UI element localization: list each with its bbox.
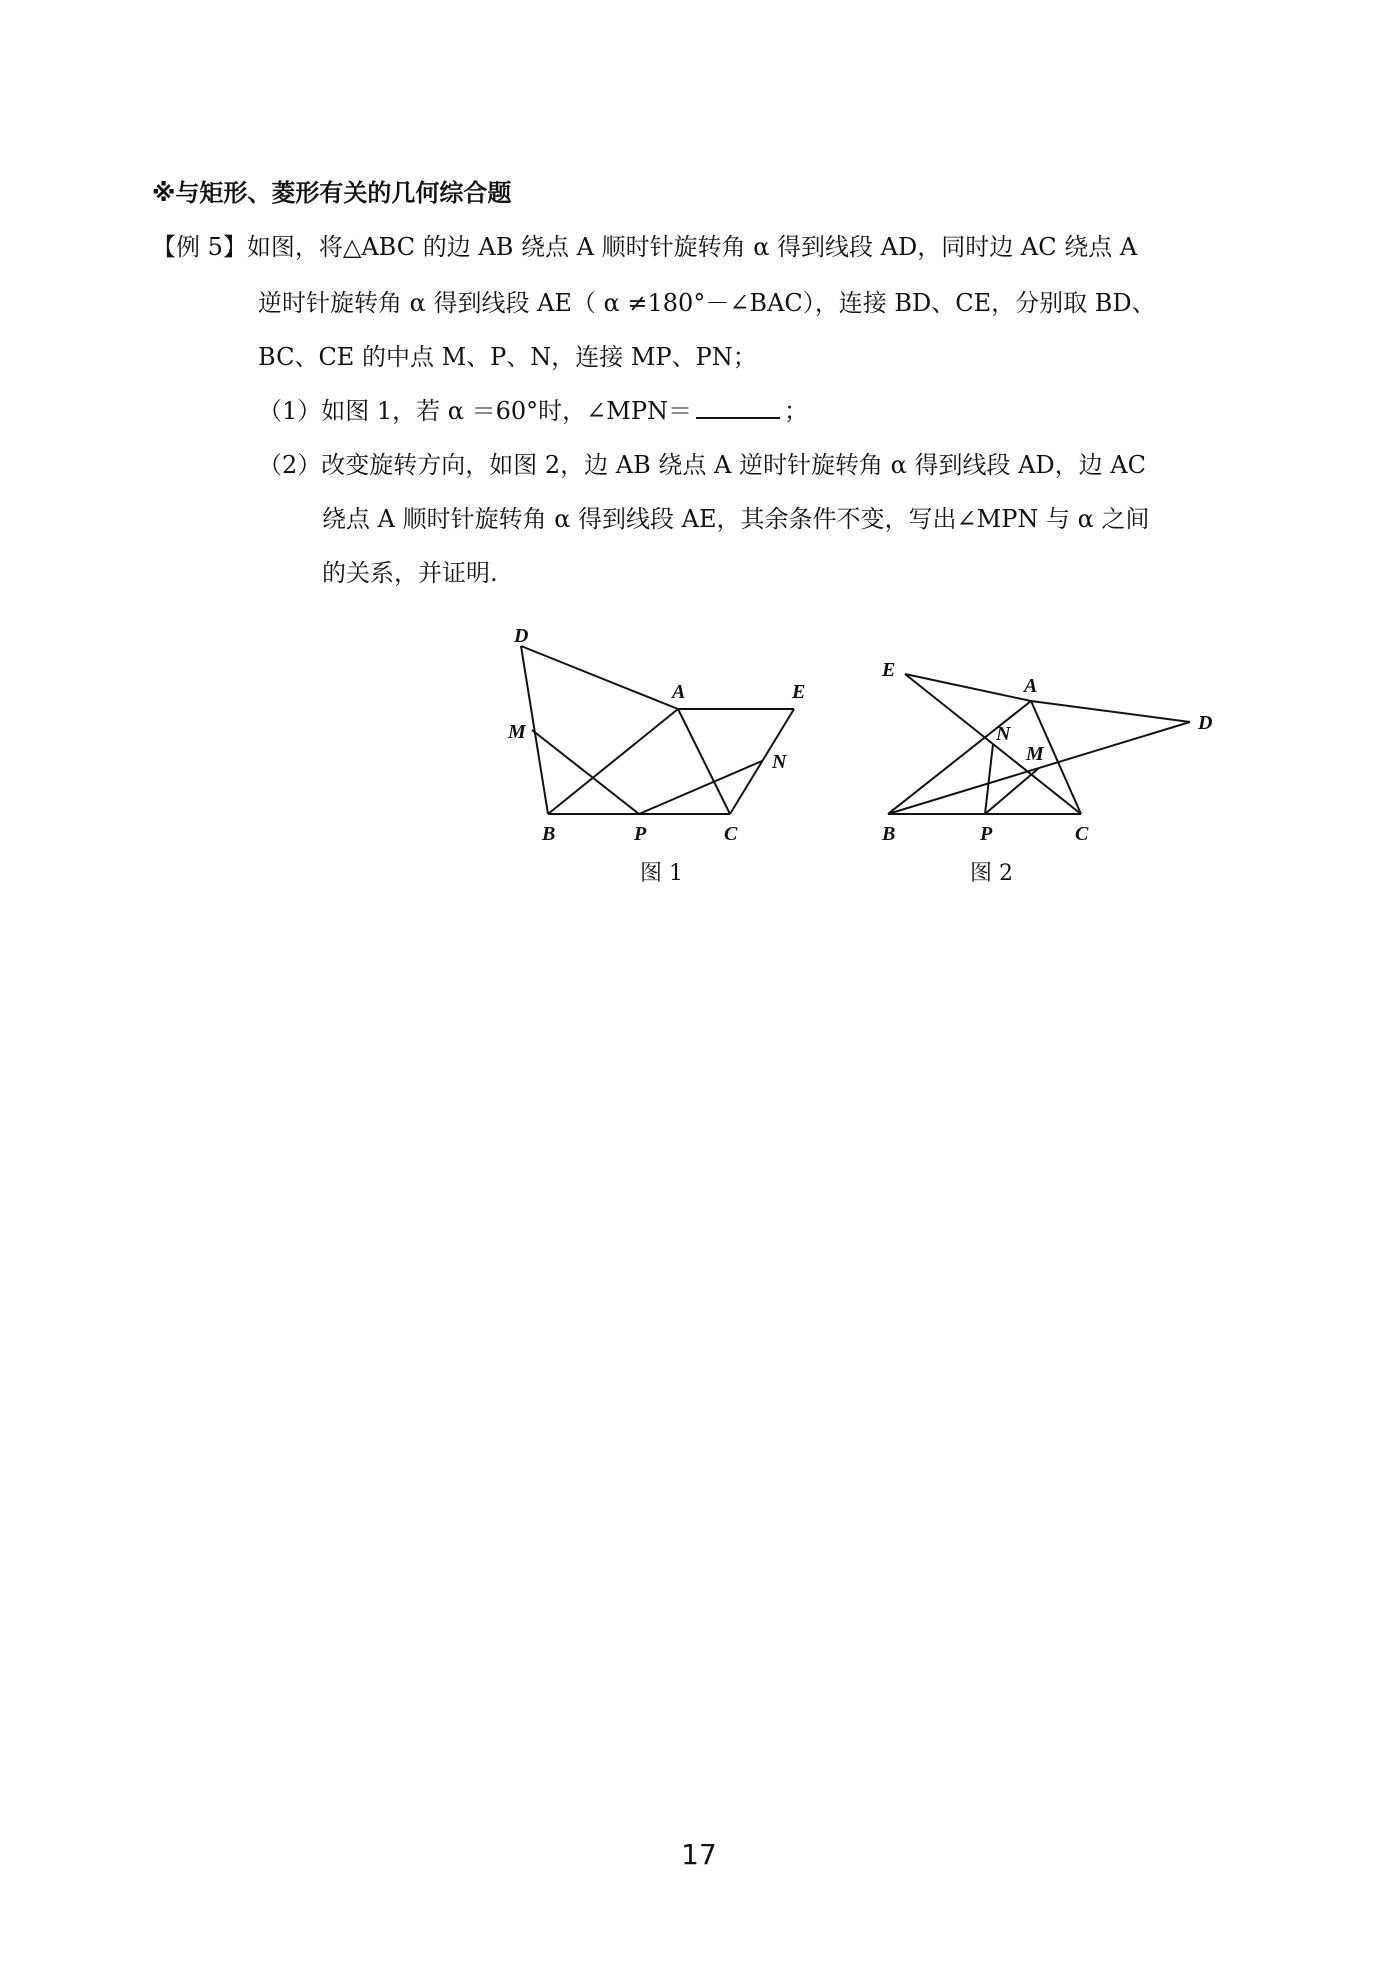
problem-line-1: 【例 5】如图，将△ABC 的边 AB 绕点 A 顺时针旋转角 α 得到线段 AD，同时边 AC 绕点 A [152, 233, 1138, 261]
fig2-label-N: N [996, 723, 1011, 745]
fig2-label-A: A [1024, 675, 1038, 697]
question-1 [258, 394, 808, 428]
problem-line-2: 逆时针旋转角 α 得到线段 AE（ α ≠180°－∠BAC），连接 BD、CE，分别取 BD、 [258, 289, 1156, 317]
question-1-text: （1）如图 1，若 α ＝60°时，∠MPN＝ [258, 397, 693, 425]
figure-2-caption: 图 2 [970, 861, 1013, 886]
figure-1-diagram [500, 620, 830, 850]
question-1-suffix: ； [784, 397, 809, 425]
fig2-label-B: B [882, 823, 896, 845]
fig1-label-N: N [772, 751, 787, 773]
fig1-label-P: P [634, 823, 647, 845]
fig2-label-C: C [1075, 823, 1089, 845]
figure-1-caption: 图 1 [640, 861, 683, 886]
question-2-line-2: 绕点 A 顺时针旋转角 α 得到线段 AE，其余条件不变，写出∠MPN 与 α 之间 [322, 505, 1150, 533]
fig1-label-C: C [724, 823, 738, 845]
fig2-label-E: E [882, 659, 896, 681]
fig1-label-E: E [792, 681, 806, 703]
fig1-label-M: M [508, 721, 526, 743]
page-number: 17 [681, 1838, 717, 1871]
fig2-label-M: M [1026, 743, 1044, 765]
answer-blank [696, 395, 780, 419]
figure-2 [870, 640, 1230, 850]
question-2-line-3: 的关系，并证明. [322, 559, 498, 587]
fig1-label-D: D [514, 625, 529, 647]
fig2-label-D: D [1198, 712, 1213, 734]
fig2-label-P: P [980, 823, 993, 845]
fig1-label-A: A [672, 681, 686, 703]
figure-1 [500, 620, 830, 850]
figure-2-diagram [870, 640, 1230, 850]
question-2-line-1: （2）改变旋转方向，如图 2，边 AB 绕点 A 逆时针旋转角 α 得到线段 AD，边 AC [258, 451, 1146, 479]
fig1-label-B: B [542, 823, 556, 845]
problem-line-3: BC、CE 的中点 M、P、N，连接 MP、PN； [258, 343, 757, 371]
section-heading: ※与矩形、菱形有关的几何综合题 [152, 179, 512, 207]
